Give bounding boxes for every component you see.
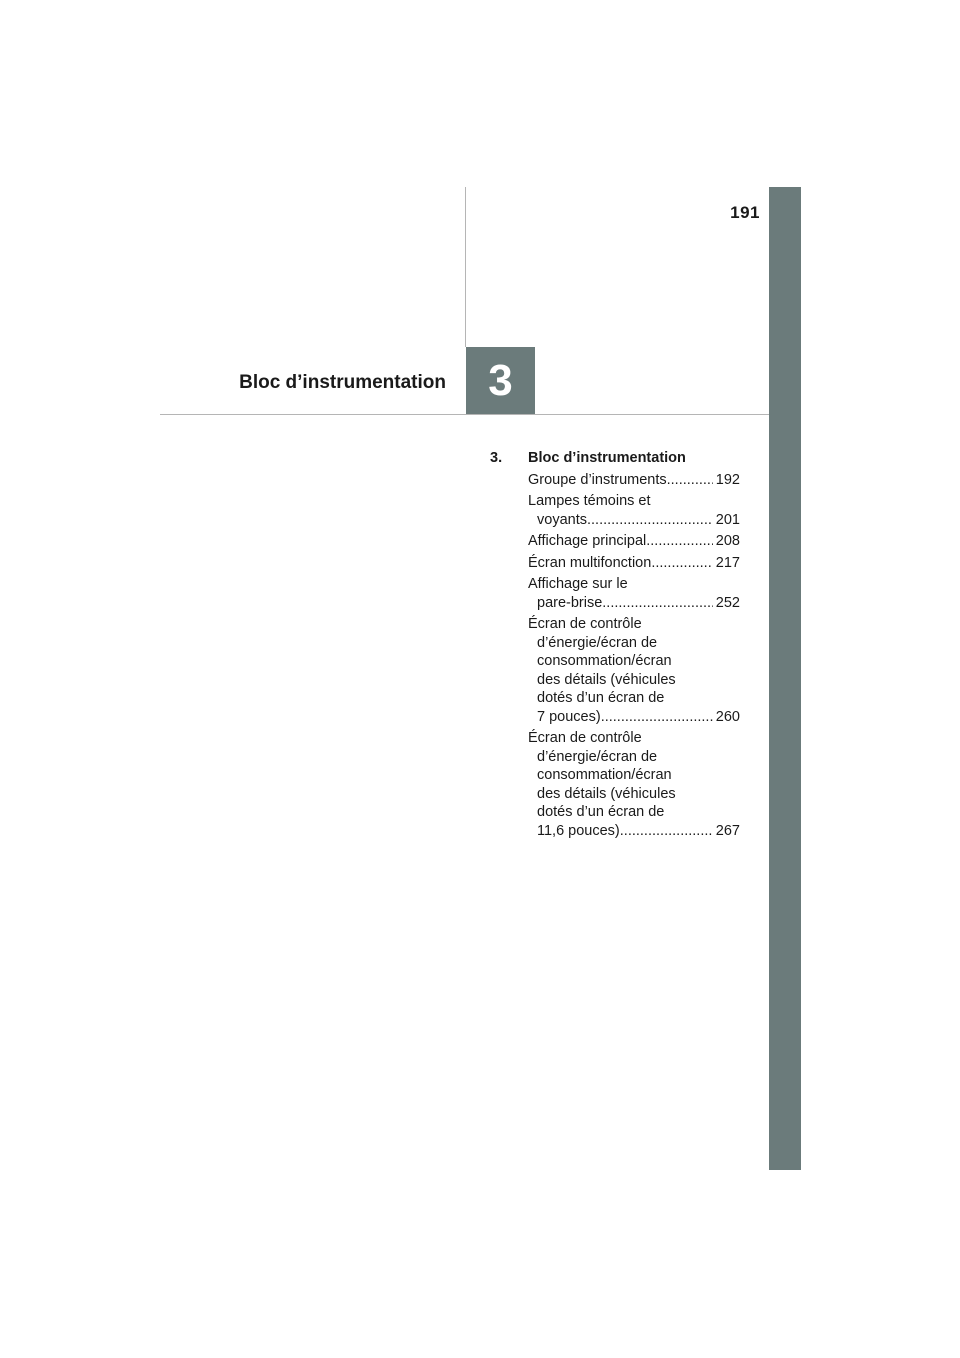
- horizontal-divider: [160, 414, 769, 415]
- toc-leader-dots: [602, 594, 713, 613]
- toc-entry-page: 260: [715, 708, 740, 725]
- toc-entry-line: des détails (véhicules: [537, 671, 676, 688]
- chapter-side-tab: [769, 187, 801, 1170]
- toc-entry-label: Groupe d’instruments: [528, 471, 667, 488]
- toc-entry-label: 11,6 pouces): [537, 822, 620, 839]
- toc-entry-page: 201: [715, 511, 740, 528]
- toc-entry-line: Affichage sur le: [528, 576, 628, 592]
- toc-leader-dots: [667, 471, 713, 490]
- toc-entry-row: [528, 708, 740, 727]
- toc-entry-row: [528, 554, 740, 573]
- toc-entry-line: d’énergie/écran de: [537, 634, 658, 651]
- toc-entry-label: Affichage principal: [528, 533, 647, 549]
- toc-entry-line: d’énergie/écran de: [537, 748, 658, 765]
- toc-entry-line: Écran de contrôle: [528, 616, 642, 632]
- toc-entry-label: pare-brise: [537, 594, 603, 611]
- toc-entry-label: Écran multifonction: [528, 554, 652, 571]
- toc-entry-row: [528, 511, 740, 530]
- page-number: 191: [730, 203, 760, 222]
- toc-heading-title: Bloc d’instrumentation: [528, 450, 686, 466]
- toc-entry[interactable]: [528, 615, 740, 726]
- toc-entry-line: des détails (véhicules: [537, 785, 676, 802]
- toc-entry-line: Écran de contrôle: [528, 730, 642, 746]
- toc-items: [528, 471, 740, 841]
- toc-entry-page: 252: [715, 594, 740, 611]
- toc-entry-label: 7 pouces): [537, 708, 601, 725]
- toc-entry[interactable]: [528, 729, 740, 840]
- toc-entry[interactable]: [528, 575, 740, 612]
- toc-heading: [490, 449, 740, 468]
- toc-leader-dots: [646, 532, 713, 551]
- toc-entry-page: 217: [715, 554, 740, 571]
- toc-entry[interactable]: [528, 471, 740, 490]
- toc-entry-row: [528, 532, 740, 551]
- vertical-divider: [465, 187, 466, 347]
- toc-leader-dots: [620, 822, 713, 841]
- toc-entry[interactable]: [528, 554, 740, 573]
- toc-heading-number: 3.: [490, 450, 503, 466]
- toc-entry-line: consommation/écran: [537, 653, 672, 669]
- chapter-number-box: 3: [466, 347, 535, 414]
- toc-entry-page: 208: [715, 533, 740, 549]
- toc-entry-page: 192: [715, 471, 740, 488]
- table-of-contents: [490, 449, 740, 840]
- toc-entry-label: voyants: [537, 511, 587, 528]
- toc-entry-row: [528, 822, 740, 841]
- toc-entry-page: 267: [715, 822, 740, 839]
- toc-entry[interactable]: [528, 532, 740, 551]
- toc-leader-dots: [601, 708, 713, 727]
- toc-leader-dots: [651, 554, 712, 573]
- toc-leader-dots: [587, 511, 713, 530]
- toc-entry-row: [528, 471, 740, 490]
- toc-entry-line: Lampes témoins et: [528, 493, 651, 509]
- toc-entry-line: dotés d’un écran de: [537, 690, 665, 706]
- toc-entry-row: [528, 594, 740, 613]
- toc-entry-line: dotés d’un écran de: [537, 804, 665, 820]
- toc-entry-line: consommation/écran: [537, 767, 672, 783]
- chapter-title: Bloc d’instrumentation: [239, 372, 446, 393]
- toc-entry[interactable]: [528, 492, 740, 529]
